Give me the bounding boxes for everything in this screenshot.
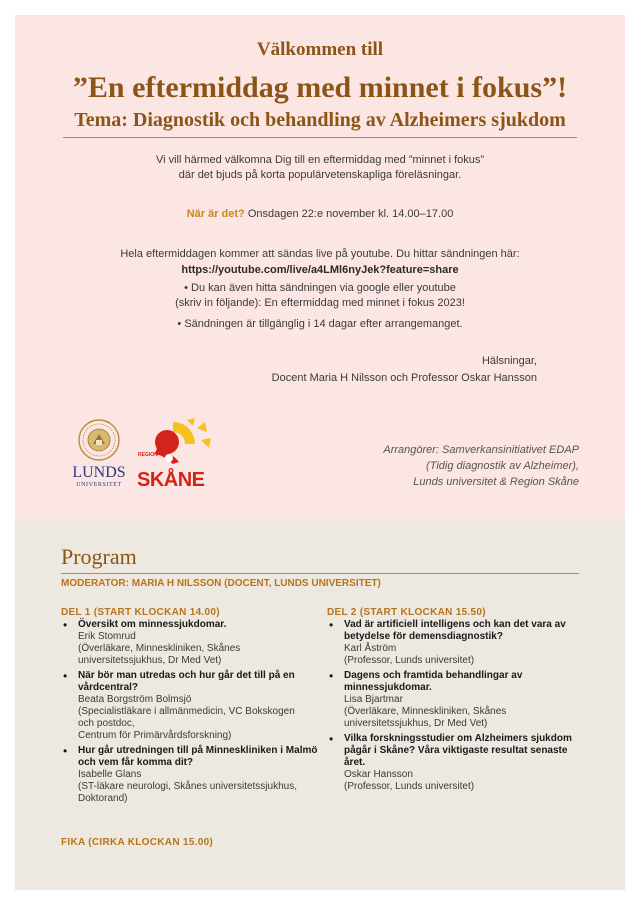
talk-affiliation: (Överläkare, Minneskliniken, Skånes: [78, 643, 241, 654]
fika-break: FIKA (CIRKA KLOCKAN 15.00): [61, 837, 214, 848]
talk-speaker: Erik Stomrud: [78, 631, 136, 642]
event-title: ”En eftermiddag med minnet i fokus”!: [72, 71, 568, 104]
talk-title: • Vilka forskningsstudier om Alzheimers sjukdom pågår i Skåne? Våra viktigaste resultat senaste året.: [344, 733, 572, 768]
talk-item: [61, 670, 321, 742]
talk-title: • Vad är artificiell intelligens och kan det vara av betydelse för demensdiagnostik?: [344, 619, 566, 642]
talk-speaker: Lisa Bjartmar: [344, 694, 403, 705]
talk-affiliation: (Professor, Lunds universitet): [344, 655, 475, 666]
talk-item: [61, 745, 321, 805]
talk-item: [327, 733, 587, 793]
talk-affiliation: (Professor, Lunds universitet): [344, 781, 475, 792]
talk-affiliation: (Överläkare, Minneskliniken, Skånes: [344, 706, 507, 717]
greeting-line-1: Hälsningar,: [481, 355, 537, 367]
talk-item: [61, 619, 321, 667]
talk-title: • Hur går utredningen till på Minneskliniken i Malmö och vem får komma dit?: [78, 745, 318, 768]
program-part-2: [327, 607, 587, 796]
when-text: Onsdagen 22:e november kl. 14.00–17.00: [247, 208, 454, 220]
greeting-signatures: Docent Maria H Nilsson och Professor Oskar Hansson: [271, 372, 537, 384]
talk-affiliation: (ST-läkare neurologi, Skånes universitetssjukhus,: [78, 781, 297, 792]
organizers-line-1: Arrangörer: Samverkansinitiativet EDAP: [383, 444, 579, 456]
part-1-heading: DEL 1 (START KLOCKAN 14.00): [61, 607, 220, 618]
intro-line-2: där det bjuds på korta populärvetenskapliga föreläsningar.: [178, 169, 462, 181]
moderator: MODERATOR: MARIA H NILSSON (DOCENT, LUNDS UNIVERSITET): [61, 578, 381, 589]
stream-bullet-1-line-2: (skriv in följande): En eftermiddag med minnet i fokus 2023!: [175, 297, 465, 309]
lund-university-wordmark: LUNDS UNIVERSITET: [72, 464, 126, 488]
when-label: När är det?: [186, 208, 245, 220]
invitation-section: [15, 15, 625, 520]
part-2-talks: [327, 619, 587, 793]
invitation-page: [15, 15, 625, 890]
organizers: [315, 442, 579, 490]
welcome-heading: Välkommen till: [256, 39, 384, 60]
header-divider: [63, 137, 577, 138]
stream-intro: Hela eftermiddagen kommer att sändas live på youtube. Du hittar sändningen här:: [120, 248, 520, 260]
talk-affiliation: universitetssjukhus, Dr Med Vet): [344, 718, 488, 729]
stream-bullet-2: • Sändningen är tillgänglig i 14 dagar efter arrangemanget.: [177, 318, 463, 330]
talk-speaker: Beata Borgström Bolmsjö: [78, 694, 192, 705]
program-divider: [61, 573, 579, 574]
talk-title: • När bör man utredas och hur går det till på en vårdcentral?: [78, 670, 295, 693]
talk-speaker: Oskar Hansson: [344, 769, 413, 780]
talk-affiliation: universitetssjukhus, Dr Med Vet): [78, 655, 222, 666]
region-label: REGION: [138, 452, 158, 458]
talk-affiliation: och postdoc,: [78, 718, 135, 729]
skane-wordmark: SKÅNE: [137, 469, 205, 491]
event-theme: Tema: Diagnostik och behandling av Alzheimers sjukdom: [74, 109, 566, 131]
program-title: Program: [61, 544, 137, 569]
stream-bullet-1-line-1: • Du kan även hitta sändningen via google eller youtube: [184, 282, 456, 294]
talk-affiliation: (Specialistläkare i allmänmedicin, VC Bokskogen: [78, 706, 295, 717]
talk-affiliation: Centrum för Primärvårdsforskning): [78, 730, 232, 741]
talk-speaker: Isabelle Glans: [78, 769, 142, 780]
talk-title: • Översikt om minnessjukdomar.: [78, 619, 227, 630]
part-2-heading: DEL 2 (START KLOCKAN 15.50): [327, 607, 486, 618]
program-part-1: [61, 607, 321, 808]
event-time: [15, 207, 625, 222]
organizers-line-3: Lunds universitet & Region Skåne: [413, 476, 579, 488]
youtube-link[interactable]: https://youtube.com/live/a4LMl6nyJek?feature=share: [181, 264, 459, 276]
intro-line-1: Vi vill härmed välkomna Dig till en eftermiddag med ”minnet i fokus”: [155, 154, 485, 166]
talk-item: [327, 670, 587, 730]
part-1-talks: [61, 619, 321, 805]
talk-affiliation: Doktorand): [78, 793, 128, 804]
talk-speaker: Karl Åström: [344, 643, 397, 654]
talk-title: • Dagens och framtida behandlingar av minnessjukdomar.: [344, 670, 523, 693]
talk-item: [327, 619, 587, 667]
organizers-line-2: (Tidig diagnostik av Alzheimer),: [426, 460, 579, 472]
